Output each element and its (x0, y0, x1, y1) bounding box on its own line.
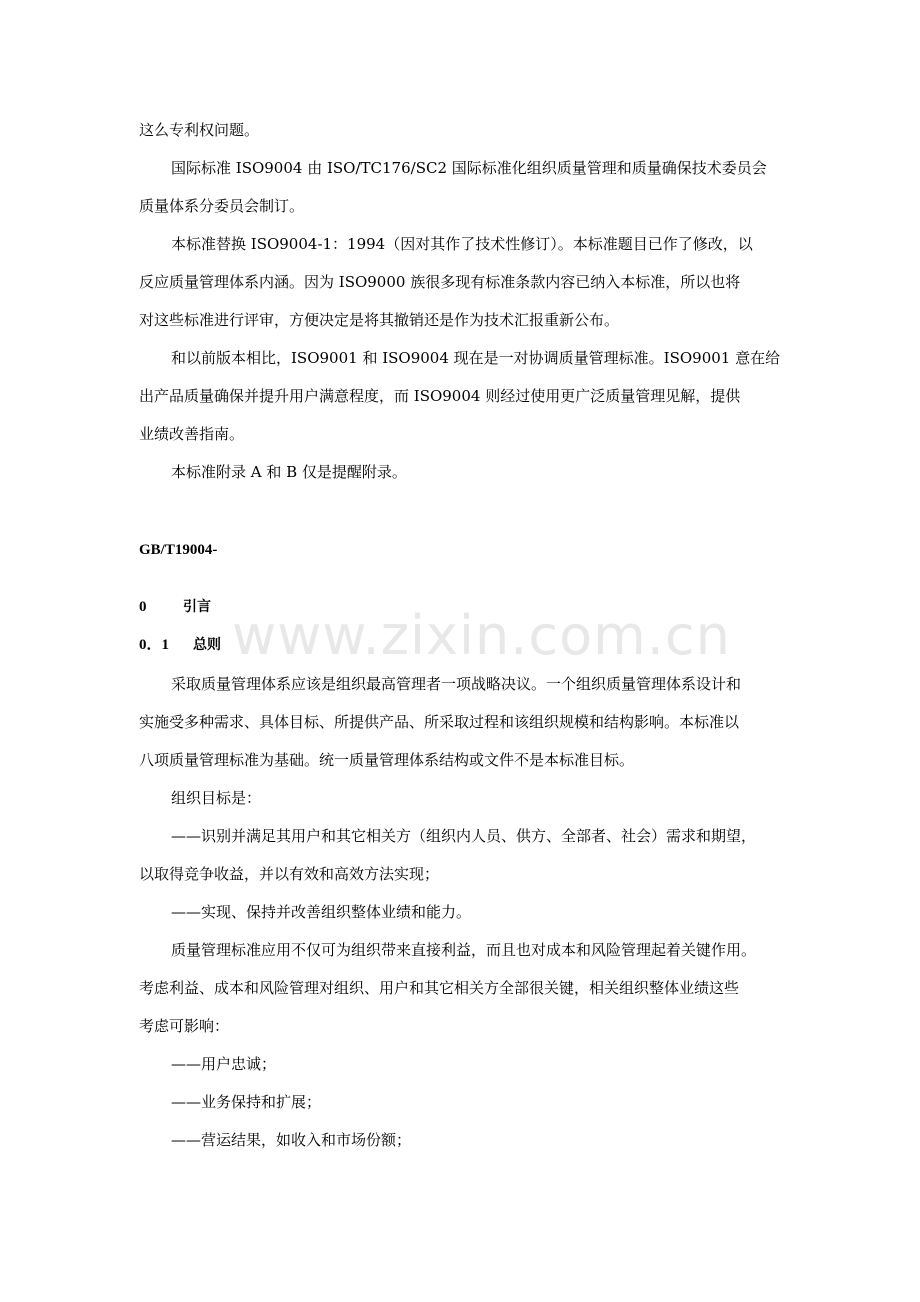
list-item: ——识别并满足其用户和其它相关方（组织内人员、供方、全部者、社会）需求和期望， (171, 827, 757, 845)
subsection-number: 0．1 (139, 637, 170, 653)
list-item: ——营运结果，如收入和市场份额； (171, 1131, 412, 1149)
list-item: ——用户忠诚； (171, 1055, 277, 1073)
paragraph-line: 八项质量管理标准为基础。统一质量管理体系结构或文件不是本标准目标。 (139, 751, 635, 769)
paragraph-line: 考虑可影响： (139, 1017, 230, 1035)
paragraph-line: 这么专利权问题。 (139, 121, 260, 139)
paragraph-line: 业绩改善指南。 (139, 425, 245, 443)
subsection-title: 总则 (193, 637, 221, 653)
paragraph-line: 和以前版本相比，ISO9001 和 ISO9004 现在是一对协调质量管理标准。ISO9001 意在给 (171, 349, 781, 367)
paragraph-line: 以取得竞争收益，并以有效和高效方法实现； (139, 865, 440, 883)
section-title: 引言 (183, 599, 211, 615)
standard-code: GB/T19004- (139, 542, 218, 558)
paragraph-line: 出产品质量确保并提升用户满意程度，而 ISO9004 则经过使用更广泛质量管理见解，提供 (139, 387, 741, 405)
list-item: ——实现、保持并改善组织整体业绩和能力。 (171, 903, 472, 921)
paragraph-line: 实施受多种需求、具体目标、所提供产品、所采取过程和该组织规模和结构影响。本标准以 (139, 713, 740, 731)
paragraph-line: 对这些标准进行评审，方便决定是将其撤销还是作为技术汇报重新公布。 (139, 311, 620, 329)
paragraph-line: 考虑利益、成本和风险管理对组织、用户和其它相关方全部很关键，相关组织整体业绩这些 (139, 979, 740, 997)
paragraph-line: 国际标准 ISO9004 由 ISO/TC176/SC2 国际标准化组织质量管理和质量确保技术委员会 (171, 159, 767, 177)
watermark: www.zixin.com.cn (232, 604, 731, 667)
section-number: 0 (139, 599, 147, 615)
paragraph-line: 质量管理标准应用不仅可为组织带来直接利益，而且也对成本和风险管理起着关键作用。 (171, 941, 757, 959)
paragraph-line: 采取质量管理体系应该是组织最高管理者一项战略决议。一个组织质量管理体系设计和 (171, 675, 742, 693)
paragraph-line: 组织目标是： (171, 789, 262, 807)
paragraph-line: 本标准附录 A 和 B 仅是提醒附录。 (171, 463, 407, 481)
paragraph-line: 本标准替换 ISO9004-1：1994（因对其作了技术性修订）。本标准题目已作了修改，以 (171, 235, 753, 253)
list-item: ——业务保持和扩展； (171, 1093, 322, 1111)
paragraph-line: 反应质量管理体系内涵。因为 ISO9000 族很多现有标准条款内容已纳入本标准，所以也将 (139, 273, 741, 291)
paragraph-line: 质量体系分委员会制订。 (139, 197, 305, 215)
